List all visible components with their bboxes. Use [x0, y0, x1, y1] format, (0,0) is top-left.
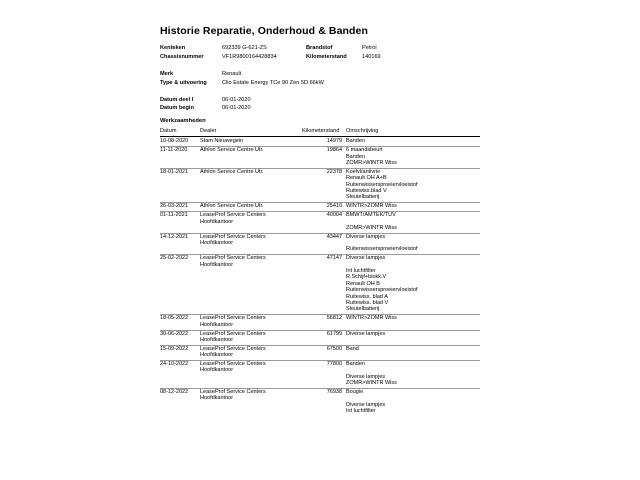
cell-date: 25-02-2022 — [160, 255, 189, 262]
cell-kilometerstand: 76938 — [326, 388, 342, 395]
cell-kilometerstand: 19864 — [326, 147, 342, 154]
cell-omschrijving — [346, 346, 359, 352]
cell-omschrijving — [346, 147, 397, 166]
cell-kilometerstand: 47147 — [326, 255, 342, 262]
cell-date: 14-12-2021 — [160, 233, 189, 240]
omschrijving-line: Sleutelbatterij — [346, 194, 380, 201]
cell-kilometerstand: 14979 — [326, 137, 342, 144]
omschrijving-line: Koelvl/antivrie — [346, 168, 381, 175]
brandstof-value: Petrol — [362, 45, 377, 51]
omschrijving-line: Int luchtfilter — [346, 268, 376, 275]
cell-dealer: LeaseProf Service Centers Hoofdkantoor — [200, 255, 266, 268]
omschrijving-line: R.Schijf+blokk.V — [346, 274, 387, 281]
kilometerstand-value: 140169 — [362, 54, 381, 60]
omschrijving-line: Renault OH A+B — [346, 175, 387, 182]
cell-dealer: LeaseProf Service Centers Hoofdkantoor — [200, 315, 266, 328]
column-header-kilometerstand: Kilometerstand — [302, 128, 340, 134]
cell-omschrijving — [346, 255, 418, 313]
omschrijving-line: WINTR>ZOMR Wiss — [346, 315, 397, 322]
cell-dealer: LeaseProf Service Centers Hoofdkantoor — [200, 212, 266, 225]
cell-dealer: LeaseProf Service Centers Hoofdkantoor — [200, 388, 266, 402]
column-header-dealer: Dealer — [200, 128, 217, 134]
cell-date: 18-05-2022 — [160, 315, 189, 322]
omschrijving-line: Ruitewiss. blad V — [346, 300, 389, 307]
cell-kilometerstand: 56812 — [326, 315, 342, 322]
table-row — [160, 211, 480, 233]
omschrijving-line: Banden — [346, 137, 365, 144]
omschrijving-line: Renault OH B — [346, 280, 380, 287]
table-row — [160, 330, 480, 346]
kilometerstand-label: Kilometerstand — [306, 54, 347, 60]
cell-dealer: LeaseProf Service Centers Hoofdkantoor — [200, 345, 266, 359]
brandstof-label: Brandstof — [306, 45, 333, 51]
omschrijving-line: ZOMR>WINTR Wiss — [346, 160, 397, 167]
cell-date: 26-03-2021 — [160, 203, 189, 210]
column-header-datum: Datum — [160, 128, 177, 134]
cell-kilometerstand: 77800 — [326, 360, 342, 367]
omschrijving-line: Diverse lampjes — [346, 255, 386, 262]
datum-deel-value: 06-01-2020 — [222, 97, 251, 103]
merk-value: Renault — [222, 71, 242, 77]
table-row — [160, 314, 480, 330]
cell-omschrijving — [346, 389, 385, 415]
cell-dealer: Stam Nieuwegein — [200, 137, 244, 144]
omschrijving-line: ZOMR>WINTR Wiss — [346, 380, 397, 387]
kenteken-value: 692339 G-621-ZS — [222, 45, 267, 51]
cell-kilometerstand: 40004 — [326, 212, 342, 219]
omschrijving-line: Bougie — [346, 388, 364, 395]
omschrijving-line: 6 maandsbeurt — [346, 147, 383, 154]
datum-begin-label: Datum begin — [160, 105, 194, 111]
table-row — [160, 360, 480, 389]
omschrijving-line: WINTR>ZOMR Wiss — [346, 203, 397, 210]
cell-kilometerstand: 67500 — [326, 345, 342, 352]
cell-dealer: Athlon Service Centre Utr. — [200, 147, 264, 154]
omschrijving-line: Ruitewiss.blad V — [346, 188, 387, 195]
table-row — [160, 233, 480, 255]
omschrijving-line: Ruitenwissersproeiervloeistof — [346, 181, 418, 188]
cell-date: 15-09-2022 — [160, 345, 189, 352]
cell-date: 11-11-2020 — [160, 147, 188, 154]
table-header — [160, 128, 480, 137]
merk-label: Merk — [160, 71, 174, 77]
column-header-omschrijving: Omschrijving — [346, 128, 379, 134]
cell-kilometerstand: 61799 — [326, 330, 342, 337]
omschrijving-line: Sleutelbatterij — [346, 306, 380, 313]
omschrijving-line: Diverse lampjes — [346, 373, 386, 380]
kenteken-label: Kenteken — [160, 45, 186, 51]
table-row — [160, 388, 480, 417]
chassis-value: VF1R9800164428834 — [222, 54, 277, 60]
omschrijving-line: Int luchtfilter — [346, 408, 376, 415]
table-row — [160, 146, 480, 168]
cell-omschrijving — [346, 315, 397, 321]
omschrijving-line: Banden — [346, 360, 365, 367]
cell-omschrijving — [346, 212, 397, 231]
omschrijving-line: Diverse lampjes — [346, 330, 386, 337]
datum-deel-label: Datum deel I — [160, 97, 194, 103]
cell-omschrijving — [346, 203, 397, 209]
type-value: Clio Estate Energy TCe 90 Zen 5D 66kW — [222, 80, 324, 86]
table-row — [160, 254, 480, 315]
omschrijving-line: Ruitewiss. blad A — [346, 293, 388, 300]
cell-date: 01-11-2021 — [160, 212, 188, 219]
omschrijving-line: Diverse lampjes — [346, 401, 386, 408]
omschrijving-line: BMWT/AMTEK/TUV — [346, 212, 396, 219]
cell-omschrijving — [346, 138, 365, 144]
omschrijving-line: Band — [346, 345, 359, 352]
cell-date: 08-12-2022 — [160, 388, 189, 395]
table-row — [160, 168, 480, 203]
cell-dealer: LeaseProf Service Centers Hoofdkantoor — [200, 330, 266, 343]
cell-omschrijving — [346, 169, 418, 201]
cell-date: 30-06-2022 — [160, 330, 189, 337]
omschrijving-line: Ruitenwissersproeiervloeistof — [346, 287, 418, 294]
chassis-label: Chassisnummer — [160, 54, 204, 60]
omschrijving-line: Banden — [346, 153, 365, 160]
cell-omschrijving — [346, 234, 418, 253]
werkzaamheden-heading: Werkzaamheden — [160, 118, 206, 124]
cell-kilometerstand: 25410 — [326, 203, 342, 210]
cell-omschrijving — [346, 361, 397, 387]
cell-dealer: Athlon Service Centre Utr. — [200, 203, 264, 210]
omschrijving-line: Diverse lampjes — [346, 233, 386, 240]
cell-date: 10-08-2020 — [160, 137, 189, 144]
omschrijving-line: Ruitenwissersproeiervloeistof — [346, 246, 418, 253]
table-row — [160, 345, 480, 361]
table-row — [160, 138, 480, 146]
omschrijving-line: ZOMR>WINTR Wiss — [346, 224, 397, 231]
cell-kilometerstand: 43447 — [326, 233, 342, 240]
cell-omschrijving — [346, 331, 385, 337]
cell-dealer: Athlon Service Centre Utr. — [200, 168, 264, 175]
cell-date: 18-01-2021 — [160, 168, 189, 175]
datum-begin-value: 06-01-2020 — [222, 105, 251, 111]
type-label: Type & uitvoering — [160, 80, 207, 86]
cell-dealer: LeaseProf Service Centers Hoofdkantoor — [200, 233, 266, 247]
cell-kilometerstand: 22378 — [326, 168, 342, 175]
cell-dealer: LeaseProf Service Centers Hoofdkantoor — [200, 360, 266, 374]
page-title: Historie Reparatie, Onderhoud & Banden — [160, 25, 368, 37]
cell-date: 24-10-2022 — [160, 360, 189, 367]
